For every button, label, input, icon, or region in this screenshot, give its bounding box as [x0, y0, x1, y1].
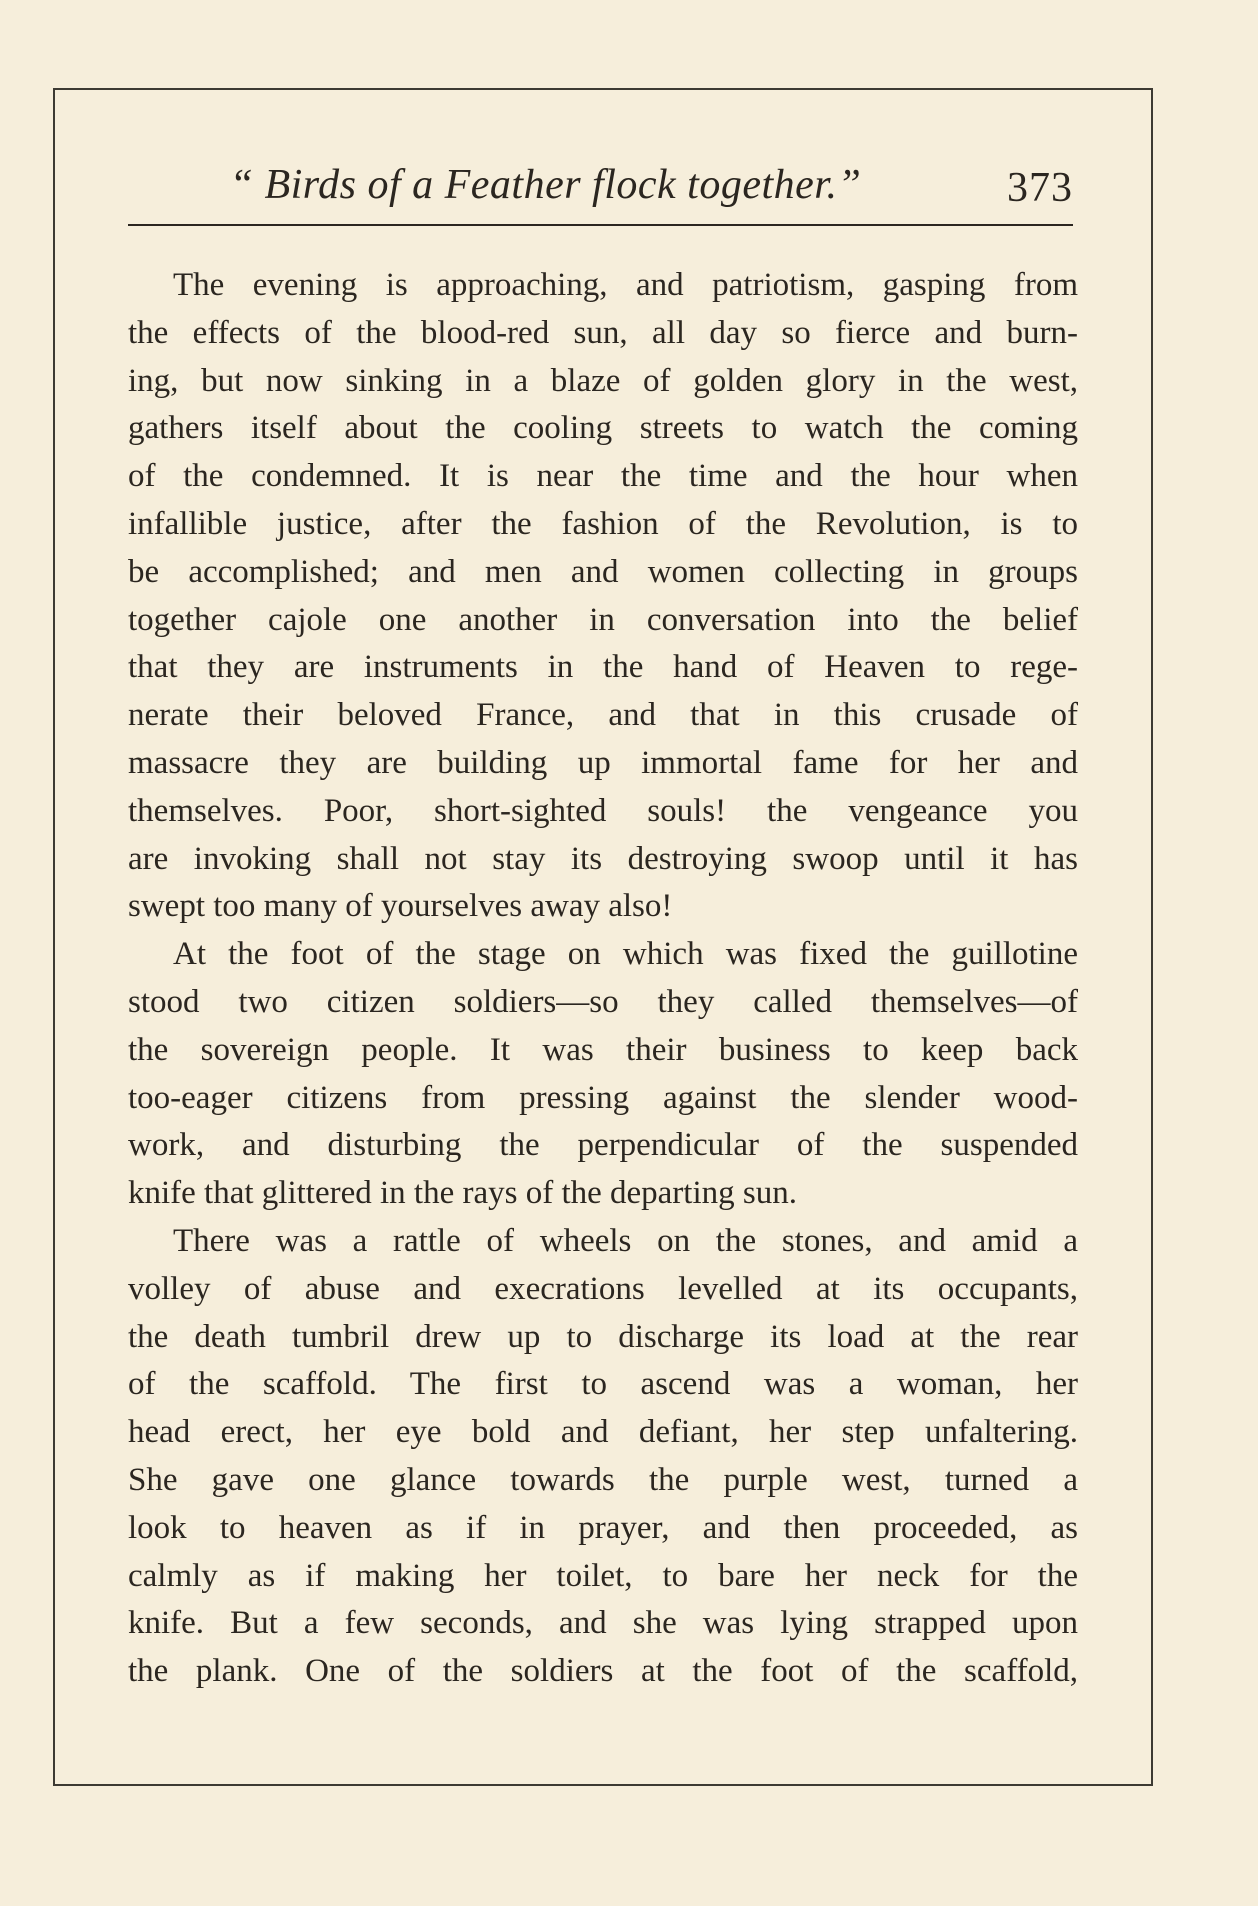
text-line: look to heaven as if in prayer, and then proceeded, as [128, 1509, 1078, 1546]
text-line: that they are instruments in the hand of Heaven to rege- [128, 649, 1078, 686]
text-line: infallible justice, after the fashion of the Revolution, is to [128, 505, 1078, 542]
text-line: stood two citizen soldiers—so they called themselves—of [128, 983, 1078, 1020]
text-line: the plank. One of the soldiers at the foot of the scaffold, [128, 1653, 1078, 1690]
text-line: knife. But a few seconds, and she was lying strapped upon [128, 1605, 1078, 1642]
text-line: knife that glittered in the rays of the departing sun. [128, 1175, 797, 1212]
text-line: work, and disturbing the perpendicular of the suspended [128, 1127, 1078, 1164]
text-line: At the foot of the stage on which was fixed the guillotine [173, 936, 1078, 973]
text-line: She gave one glance towards the purple west, turned a [128, 1461, 1078, 1498]
text-line: head erect, her eye bold and defiant, her step unfaltering. [128, 1414, 1078, 1451]
text-line: massacre they are building up immortal fame for her and [128, 744, 1078, 781]
text-line: nerate their beloved France, and that in this crusade of [128, 697, 1078, 734]
text-line: gathers itself about the cooling streets to watch the coming [128, 410, 1078, 447]
text-line: themselves. Poor, short-sighted souls! the vengeance you [128, 792, 1078, 829]
running-head [128, 150, 1073, 230]
text-line: The evening is approaching, and patriotism, gasping from [173, 267, 1078, 303]
text-line: the death tumbril drew up to discharge its load at the rear [128, 1318, 1078, 1355]
text-line: volley of abuse and execrations levelled at its occupants, [128, 1270, 1078, 1307]
text-line: together cajole one another in conversation into the belief [128, 601, 1078, 638]
header-rule [128, 224, 1073, 226]
text-line: are invoking shall not stay its destroying swoop until it has [128, 840, 1078, 877]
text-line: There was a rattle of wheels on the stones, and amid a [173, 1222, 1078, 1259]
body-text [128, 262, 1078, 1696]
text-line: swept too many of yourselves away also! [128, 888, 673, 925]
text-line: ing, but now sinking in a blaze of golden glory in the west, [128, 362, 1078, 399]
text-line: too-eager citizens from pressing against the slender wood- [128, 1079, 1078, 1116]
text-line: of the scaffold. The first to ascend was a woman, her [128, 1366, 1078, 1403]
text-line: calmly as if making her toilet, to bare her neck for the [128, 1557, 1078, 1594]
text-line: of the condemned. It is near the time and the hour when [128, 458, 1078, 495]
text-line: be accomplished; and men and women collecting in groups [128, 553, 1078, 590]
text-line: the effects of the blood-red sun, all day so fierce and burn- [128, 314, 1078, 351]
running-title: “ Birds of a Feather flock together.” [229, 162, 862, 208]
page-number: 373 [1007, 165, 1073, 211]
text-line: the sovereign people. It was their business to keep back [128, 1031, 1078, 1068]
